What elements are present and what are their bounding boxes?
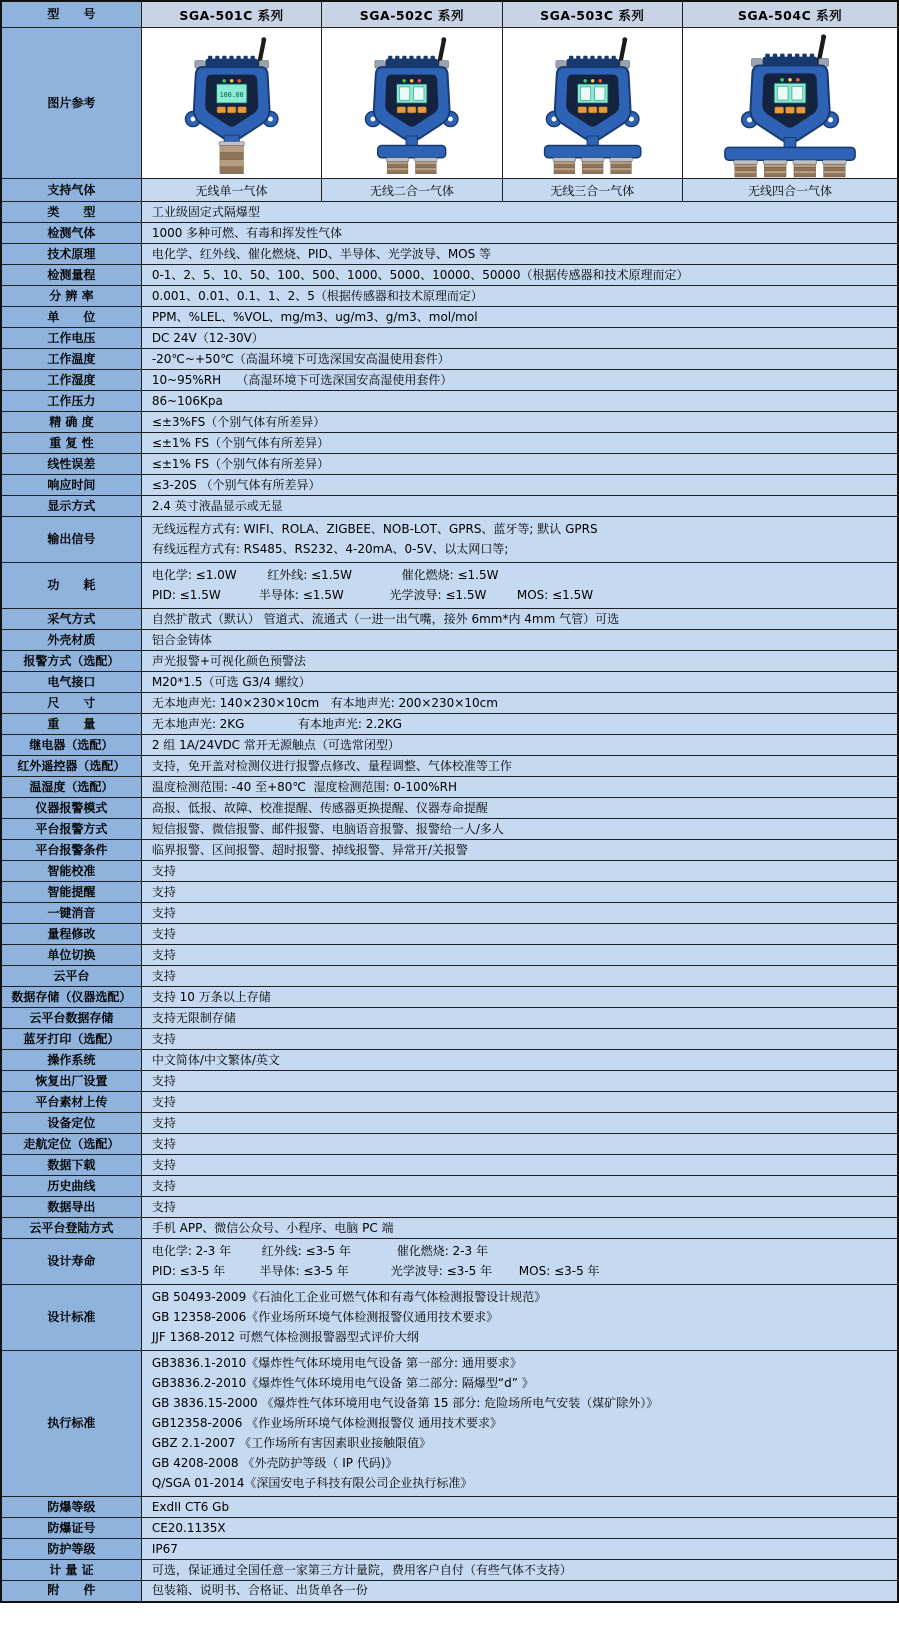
row-label: 线性误差 [1,454,141,475]
row-value-line: 有线远程方式有: RS485、RS232、4-20mA、0-5V、以太网口等; [151,542,509,556]
row-value-line: GB 50493-2009《石油化工企业可燃气体和有毒气体检测报警设计规范》 [151,1290,547,1304]
model-name-sga502c: SGA-502C 系列 [322,1,502,28]
row-value: 声光报警+可视化颜色预警法 [141,651,898,672]
row-label: 走航定位（选配） [1,1134,141,1155]
row-value: ≤±1% FS（个别气体有所差异） [141,454,898,475]
row-label: 单 位 [1,307,141,328]
row-label: 云平台登陆方式 [1,1218,141,1239]
row-label-image: 图片参考 [1,28,141,179]
row-label: 防爆等级 [1,1497,141,1518]
table-row [1,286,898,307]
row-value: 铝合金铸体 [141,630,898,651]
table-row [1,756,898,777]
row-label: 数据导出 [1,1197,141,1218]
row-label: 蓝牙打印（选配） [1,1029,141,1050]
row-label: 继电器（选配） [1,735,141,756]
row-label: 检测量程 [1,265,141,286]
row-value-line: GBZ 2.1-2007 《工作场所有害因素职业接触限值》 [151,1436,432,1450]
table-row [1,1239,898,1285]
row-value-line: 无线远程方式有: WIFI、ROLA、ZIGBEE、NOB-LOT、GPRS、蓝牙等; 默认 GPRS [151,522,598,536]
row-value: 支持 [141,1134,898,1155]
table-row [1,819,898,840]
row-value: ≤3-20S （个别气体有所差异） [141,475,898,496]
table-row [1,903,898,924]
device-image-sga501c [142,28,321,178]
row-value: 自然扩散式（默认） 管道式、流通式（一进一出气嘴，接外 6mm*内 4mm 气管）可选 [141,609,898,630]
row-value [141,517,898,563]
row-label: 数据下载 [1,1155,141,1176]
row-label: 检测气体 [1,223,141,244]
row-value: 工业级固定式隔爆型 [141,202,898,223]
row-value: 包装箱、说明书、合格证、出货单各一份 [141,1581,898,1602]
row-label: 响应时间 [1,475,141,496]
row-label: 工作温度 [1,349,141,370]
row-value [141,563,898,609]
model-name-sga501c: SGA-501C 系列 [141,1,321,28]
row-label: 工作湿度 [1,370,141,391]
table-row [1,1050,898,1071]
row-value: 可选，保证通过全国任意一家第三方计量院，费用客户自付（有些气体不支持） [141,1560,898,1581]
row-value-line: 电化学: 2-3 年 红外线: ≤3-5 年 催化燃烧: 2-3 年 [151,1244,488,1258]
row-value: M20*1.5（可选 G3/4 螺纹） [141,672,898,693]
row-value [141,1351,898,1497]
row-label: 智能提醒 [1,882,141,903]
row-label: 计 量 证 [1,1560,141,1581]
table-row [1,1092,898,1113]
table-row [1,412,898,433]
row-value-line: GB 12358-2006《作业场所环境气体检测报警仪通用技术要求》 [151,1310,499,1324]
table-row [1,328,898,349]
table-row [1,265,898,286]
row-label: 附 件 [1,1581,141,1602]
table-row [1,630,898,651]
table-row [1,1008,898,1029]
row-label: 平台报警条件 [1,840,141,861]
gas-support-row [1,179,898,202]
svg-text:100.00: 100.00 [219,90,244,99]
row-value: 支持 [141,903,898,924]
table-row [1,1113,898,1134]
row-value: 支持 [141,1071,898,1092]
row-value: 无本地声光: 140×230×10cm 有本地声光: 200×230×10cm [141,693,898,714]
table-row [1,223,898,244]
row-value: 支持 [141,1113,898,1134]
row-value: 支持 [141,1197,898,1218]
gas-support-sga503c: 无线三合一气体 [502,179,682,202]
row-value: ≤±3%FS（个别气体有所差异） [141,412,898,433]
row-value: 支持 [141,1029,898,1050]
table-row [1,987,898,1008]
table-row [1,1560,898,1581]
gas-support-sga501c: 无线单一气体 [141,179,321,202]
row-label: 云平台数据存储 [1,1008,141,1029]
table-row [1,1134,898,1155]
row-value: 86~106Kpa [141,391,898,412]
table-row [1,370,898,391]
row-value: 0-1、2、5、10、50、100、500、1000、5000、10000、50000（根据传感器和技术原理而定） [141,265,898,286]
row-label: 设计寿命 [1,1239,141,1285]
row-value: CE20.1135X [141,1518,898,1539]
row-value-line: JJF 1368-2012 可燃气体检测报警器型式评价大纲 [151,1330,419,1344]
row-value: 支持 10 万条以上存储 [141,987,898,1008]
table-row [1,475,898,496]
row-value: 温度检测范围: -40 至+80℃ 湿度检测范围: 0-100%RH [141,777,898,798]
table-row [1,693,898,714]
table-row [1,735,898,756]
row-value: 短信报警、微信报警、邮件报警、电脑语音报警、报警给一人/多人 [141,819,898,840]
row-value: 10~95%RH （高湿环境下可选深国安高湿使用套件） [141,370,898,391]
row-label: 工作电压 [1,328,141,349]
row-value: DC 24V（12-30V） [141,328,898,349]
table-row [1,349,898,370]
table-row [1,1197,898,1218]
row-value: ≤±1% FS（个别气体有所差异） [141,433,898,454]
table-row [1,840,898,861]
table-row [1,1218,898,1239]
row-label: 量程修改 [1,924,141,945]
table-row [1,202,898,223]
row-label: 精 确 度 [1,412,141,433]
row-value: -20℃~+50℃（高温环境下可选深国安高温使用套件） [141,349,898,370]
row-value: 支持 [141,1092,898,1113]
device-image-sga503c [503,28,682,178]
row-value: 临界报警、区间报警、超时报警、掉线报警、异常开/关报警 [141,840,898,861]
row-value-line: Q/SGA 01-2014《深国安电子科技有限公司企业执行标准》 [151,1476,473,1490]
row-value: IP67 [141,1539,898,1560]
row-label: 数据存储（仪器选配） [1,987,141,1008]
row-label: 历史曲线 [1,1176,141,1197]
row-label: 尺 寸 [1,693,141,714]
table-row [1,1351,898,1497]
row-label: 仪器报警模式 [1,798,141,819]
row-label-gas-support: 支持气体 [1,179,141,202]
table-row [1,1497,898,1518]
row-value: 1000 多种可燃、有毒和挥发性气体 [141,223,898,244]
row-value: 0.001、0.01、0.1、1、2、5（根据传感器和技术原理而定） [141,286,898,307]
row-value: 高报、低报、故障、校准提醒、传感器更换提醒、仪器寿命提醒 [141,798,898,819]
row-label: 采气方式 [1,609,141,630]
table-row [1,307,898,328]
row-label: 温湿度（选配） [1,777,141,798]
row-label: 设计标准 [1,1285,141,1351]
table-row [1,609,898,630]
gas-support-sga504c: 无线四合一气体 [682,179,898,202]
table-row [1,1285,898,1351]
row-value: 支持 [141,966,898,987]
row-value: PPM、%LEL、%VOL、mg/m3、ug/m3、g/m3、mol/mol [141,307,898,328]
row-label: 平台报警方式 [1,819,141,840]
row-value-line: GB 3836.15-2000 《爆炸性气体环境用电气设备第 15 部分: 危险场所电气安装（煤矿除外）》 [151,1396,659,1410]
table-row [1,672,898,693]
table-row [1,496,898,517]
row-value: 支持 [141,924,898,945]
row-label: 工作压力 [1,391,141,412]
table-row [1,1071,898,1092]
row-value-line: PID: ≤1.5W 半导体: ≤1.5W 光学波导: ≤1.5W MOS: ≤1.5W [151,588,594,602]
row-label: 执行标准 [1,1351,141,1497]
table-row [1,924,898,945]
header-row [1,1,898,28]
row-label: 云平台 [1,966,141,987]
row-label: 重 量 [1,714,141,735]
row-value: 无本地声光: 2KG 有本地声光: 2.2KG [141,714,898,735]
row-label: 外壳材质 [1,630,141,651]
table-row [1,882,898,903]
row-label: 防爆证号 [1,1518,141,1539]
table-row [1,433,898,454]
row-label: 一键消音 [1,903,141,924]
row-label: 电气接口 [1,672,141,693]
model-name-sga504c: SGA-504C 系列 [682,1,898,28]
row-value: 2.4 英寸液晶显示或无显 [141,496,898,517]
row-value: 支持无限制存储 [141,1008,898,1029]
row-value: 手机 APP、微信公众号、小程序、电脑 PC 端 [141,1218,898,1239]
row-value: ExdII CT6 Gb [141,1497,898,1518]
table-row [1,714,898,735]
row-label: 类 型 [1,202,141,223]
image-row [1,28,898,179]
table-row [1,1581,898,1602]
row-value: 支持 [141,945,898,966]
table-row [1,517,898,563]
row-value-line: GB12358-2006 《作业场所环境气体检测报警仪 通用技术要求》 [151,1416,503,1430]
device-image-sga502c [322,28,501,178]
row-value: 2 组 1A/24VDC 常开无源触点（可选常闭型） [141,735,898,756]
model-header-label: 型 号 [1,1,141,28]
table-row [1,1518,898,1539]
row-label: 技术原理 [1,244,141,265]
table-row [1,1539,898,1560]
row-label: 恢复出厂设置 [1,1071,141,1092]
row-label: 设备定位 [1,1113,141,1134]
table-row [1,454,898,475]
row-value-line: GB3836.2-2010《爆炸性气体环境用电气设备 第二部分: 隔爆型“d” 》 [151,1376,534,1390]
table-row [1,1029,898,1050]
table-row [1,391,898,412]
row-label: 防护等级 [1,1539,141,1560]
row-value [141,1239,898,1285]
row-value-line: PID: ≤3-5 年 半导体: ≤3-5 年 光学波导: ≤3-5 年 MOS: ≤3-5 年 [151,1264,600,1278]
row-value-line: GB 4208-2008 《外壳防护等级（ IP 代码)》 [151,1456,398,1470]
device-image-sga504c [683,28,897,178]
row-value-line: 电化学: ≤1.0W 红外线: ≤1.5W 催化燃烧: ≤1.5W [151,568,499,582]
table-row [1,945,898,966]
table-row [1,861,898,882]
table-row [1,651,898,672]
table-row [1,1155,898,1176]
row-label: 报警方式（选配） [1,651,141,672]
gas-support-sga502c: 无线二合一气体 [322,179,502,202]
row-label: 显示方式 [1,496,141,517]
row-value: 支持 [141,1155,898,1176]
table-row [1,563,898,609]
row-value: 支持 [141,882,898,903]
row-label: 操作系统 [1,1050,141,1071]
row-label: 红外遥控器（选配） [1,756,141,777]
row-value-line: GB3836.1-2010《爆炸性气体环境用电气设备 第一部分: 通用要求》 [151,1356,522,1370]
row-label: 输出信号 [1,517,141,563]
table-row [1,777,898,798]
row-label: 重 复 性 [1,433,141,454]
row-value: 支持 [141,861,898,882]
row-label: 智能校准 [1,861,141,882]
row-label: 单位切换 [1,945,141,966]
row-value: 中文简体/中文繁体/英文 [141,1050,898,1071]
row-value [141,1285,898,1351]
table-row [1,966,898,987]
row-value: 电化学、红外线、催化燃烧、PID、半导体、光学波导、MOS 等 [141,244,898,265]
row-label: 分 辨 率 [1,286,141,307]
row-label: 功 耗 [1,563,141,609]
row-label: 平台素材上传 [1,1092,141,1113]
row-value: 支持，免开盖对检测仪进行报警点修改、量程调整、气体校准等工作 [141,756,898,777]
table-row [1,798,898,819]
model-name-sga503c: SGA-503C 系列 [502,1,682,28]
row-value: 支持 [141,1176,898,1197]
table-row [1,244,898,265]
table-row [1,1176,898,1197]
